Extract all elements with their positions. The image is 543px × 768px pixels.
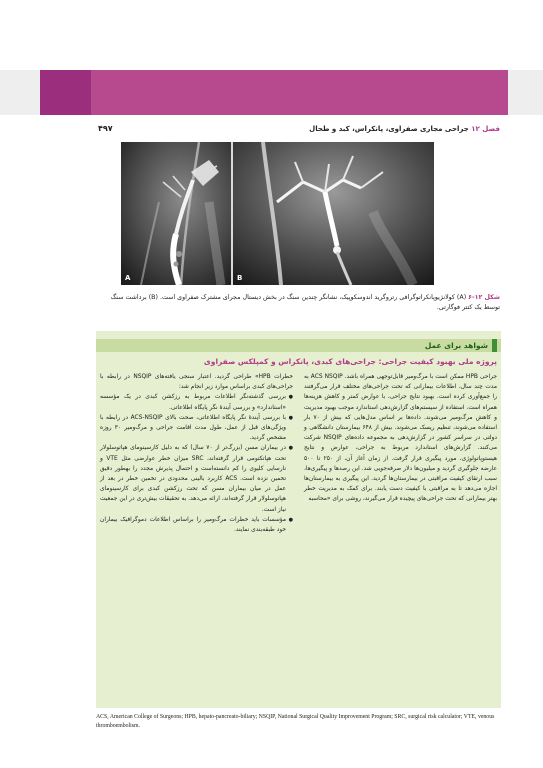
xray-panel-a (121, 142, 231, 285)
evidence-bullet-item: ● مؤسسات باید خطرات مرگ‌ومیر را براساس اطلاعات دموگرافیک بیماران خود طبقه‌بندی نمایند. (100, 515, 293, 535)
evidence-paragraph: جراحی HPB ممکن است با مرگ‌ومیر قابل‌توجهی همراه باشد. ACS NSQIP به مدت چند سال، اطلاعات بیمارانی که تحت جراحی‌های مختلف قرار می‌گرفتند را جمع‌آوری کرده است. بهبود نتایج جراحی، با عوارض کمتر و کاهش هزینه‌ها همراه است. استفاده از سیستم‌های گزارش‌دهی استاندارد موجب بهبود مدیریت و کاهش مرگ‌ومیر می‌شوند. داده‌ها بر اساس مدل‌هایی که بیش از ۷۰ بار استفاده می‌شوند، تنظیم ریسک می‌شوند. بیش از ۶۴۸ بیمارستان دانشگاهی و دولتی در سراسر کشور در گزارش‌دهی به مجموعه داده‌های NSQIP شرکت می‌کنند. گزارش‌های استاندارد مربوط به جراحی، عوارض و نتایج هیستوپاتولوژی، مورد پیگیری قرار گرفت. از زمان آغاز آن، از ۲۵۰ تا ۵۰۰ عارضه جلوگیری گردید و میلیون‌ها دلار صرفه‌جویی شد. این رصدها و پیگیری‌ها، سبب ارتقای کیفیت مراقبتی در بیمارستان‌ها گردید. این پیگیری به بیمارستان‌ها اجازه می‌دهد تا به مراقبتی با کیفیت دست یابند. برای کمک به مدیریت خطر بهتر بیمارانی که تحت جراحی‌های پیچیده قرار می‌گیرند، روشی برای «محاسبه (304, 374, 497, 503)
evidence-title: شواهد برای عمل (424, 341, 488, 350)
figure (121, 142, 434, 285)
evidence-bullet-item: ● بررسی گذشته‌نگر اطلاعات مربوط به رزکشن کبدی در یک مؤسسه «استاندارد» و بررسی آیندهٔ نگر پایگاه اطلاعاتی. (100, 392, 293, 412)
panel-a-label: A (125, 274, 131, 282)
header-accent-light (91, 70, 508, 115)
evidence-right-column (304, 372, 497, 505)
abbreviation-footnote: ACS, American College of Surgeons; HPB, hepato-pancreato-biliary; NSQIP, National Surgical Quality Improvement Program; SRC, surgical risk calculator; VTE, venous thromboembolism. (96, 714, 495, 729)
evidence-left-intro: خطرات HPB» طراحی گردید. اعتبار سنجی یافته‌های NSQIP در رابطه با جراحی‌های کبدی براساس موارد زیر انجام شد: (100, 374, 293, 391)
evidence-left-column (100, 372, 293, 535)
evidence-subtitle: پروژه ملی بهبود کیفیت جراحی: جراحی‌های کبدی، پانکراس و کمپلکس صفراوی (203, 357, 497, 366)
page-number: ۴۹۷ (98, 124, 113, 133)
figure-caption (98, 293, 500, 319)
running-head (96, 125, 500, 137)
evidence-header-marker (492, 339, 497, 352)
header-accent-dark (40, 70, 91, 115)
chapter-title: جراحی مجاری صفراوی، پانکراس، کبد و طحال (309, 125, 469, 133)
evidence-bullet-item: ● با بررسی آیندهٔ نگر پایگاه اطلاعاتی، صحت بالای ACS-NSQIP در رابطه با ویژگی‌های قبل از عمل، طول مدت اقامت جراحی و مرگ‌ومیر ۳۰ روزه مشخص گردید. (100, 413, 293, 444)
figure-caption-label: شکل ۱۲-۶ (468, 294, 500, 301)
chapter-label: فصل ۱۲ (471, 125, 500, 133)
xray-panel-b (233, 142, 434, 285)
cholangiogram-b-image (233, 142, 434, 285)
evidence-bullet-item: ● در بیماران مسن (بزرگ‌تر از ۷۰ سال) که به دلیل کارسینومای هپاتوسلولار تحت هپاتکتومی قرار گرفته‌اند، SRC میزان خطر عوارضی مثل VTE و نارسایی کلیوی را کم دانسته‌است و احتمال پذیرش مجدد را بهطور دقیق تخمین نزده است. ACS کاربرد بالینی محدودی در تخمین خطر در بعد از عمل در میان بیماران مسن که تحت رزکشن کبدی برای کارسینومای هپاتوسلولار قرار گرفته‌اند، ارائه می‌دهد. به تحقیقات بیش‌تری در این جمعیت نیاز است. (100, 443, 293, 514)
panel-b-label: B (237, 274, 243, 282)
figure-caption-text: (A) کولانژیوپانکراتوگرافی رتروگرید اندوسکوپیک، نشانگر چندین سنگ در بخش دیستال مجرای مشترک صفراوی است. (B) برداشت سنگ توسط یک کتتر فوگارتی. (110, 294, 500, 311)
cholangiogram-a-image (121, 142, 231, 285)
evidence-header (96, 339, 501, 352)
evidence-box (96, 331, 501, 708)
